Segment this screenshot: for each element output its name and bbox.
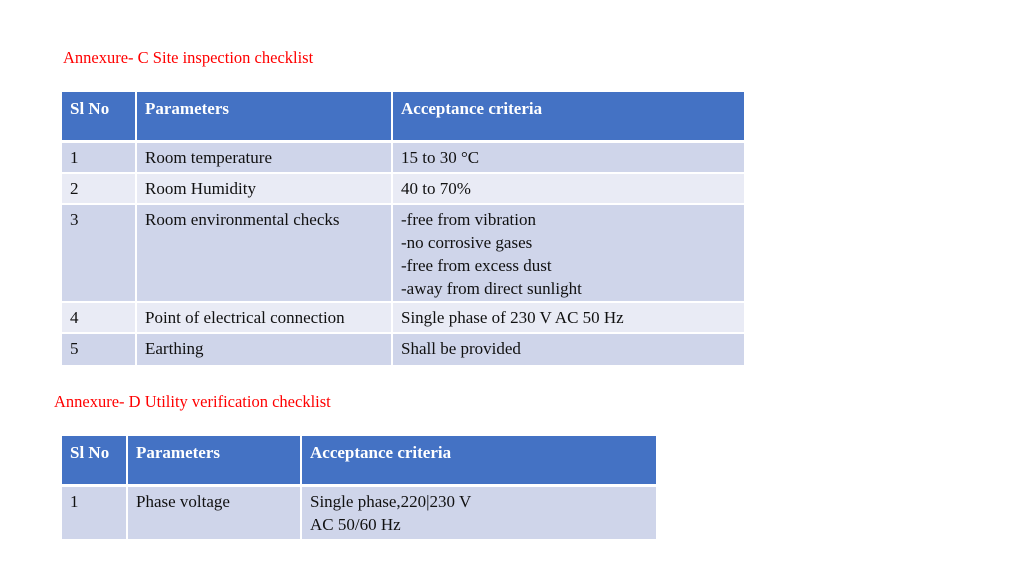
- cell-sl-no: 2: [62, 174, 137, 205]
- cell-sl-no: 1: [62, 143, 137, 174]
- criteria-line: 15 to 30 °C: [401, 148, 480, 167]
- criteria-line: -away from direct sunlight: [401, 279, 582, 298]
- table-row: [62, 334, 744, 365]
- utility-verification-table: [62, 436, 656, 539]
- annexure-c-title: Annexure- C Site inspection checklist: [63, 48, 314, 67]
- cell-parameter: Room temperature: [137, 143, 393, 174]
- cell-criteria: [393, 143, 744, 174]
- header-parameters: Parameters: [128, 436, 302, 487]
- site-inspection-table: [62, 92, 744, 365]
- cell-sl-no: 1: [62, 487, 128, 539]
- table-row: [62, 174, 744, 205]
- header-acceptance-criteria: Acceptance criteria: [393, 92, 744, 143]
- criteria-line: Single phase of 230 V AC 50 Hz: [401, 308, 624, 327]
- cell-criteria: [393, 205, 744, 303]
- cell-criteria: [302, 487, 656, 539]
- criteria-line: -free from vibration: [401, 210, 536, 229]
- cell-parameter: Point of electrical connection: [137, 303, 393, 334]
- cell-parameter: Earthing: [137, 334, 393, 365]
- cell-sl-no: 4: [62, 303, 137, 334]
- table-row: [62, 205, 744, 303]
- criteria-line: Single phase,220|230 V: [310, 492, 472, 511]
- cell-criteria: [393, 303, 744, 334]
- header-sl-no: Sl No: [62, 92, 137, 143]
- cell-parameter: Room environmental checks: [137, 205, 393, 303]
- criteria-line: -free from excess dust: [401, 256, 552, 275]
- table-header-row: [62, 436, 656, 487]
- cell-parameter: Room Humidity: [137, 174, 393, 205]
- cell-parameter: Phase voltage: [128, 487, 302, 539]
- cell-sl-no: 5: [62, 334, 137, 365]
- header-acceptance-criteria: Acceptance criteria: [302, 436, 656, 487]
- table-header-row: [62, 92, 744, 143]
- criteria-line: AC 50/60 Hz: [310, 515, 401, 534]
- table-row: [62, 143, 744, 174]
- criteria-line: 40 to 70%: [401, 179, 471, 198]
- annexure-d-title: Annexure- D Utility verification checklist: [54, 392, 331, 411]
- cell-criteria: [393, 334, 744, 365]
- cell-criteria: [393, 174, 744, 205]
- criteria-line: -no corrosive gases: [401, 233, 533, 252]
- table-row: [62, 487, 656, 539]
- header-parameters: Parameters: [137, 92, 393, 143]
- cell-sl-no: 3: [62, 205, 137, 303]
- criteria-line: Shall be provided: [401, 339, 521, 358]
- table-row: [62, 303, 744, 334]
- header-sl-no: Sl No: [62, 436, 128, 487]
